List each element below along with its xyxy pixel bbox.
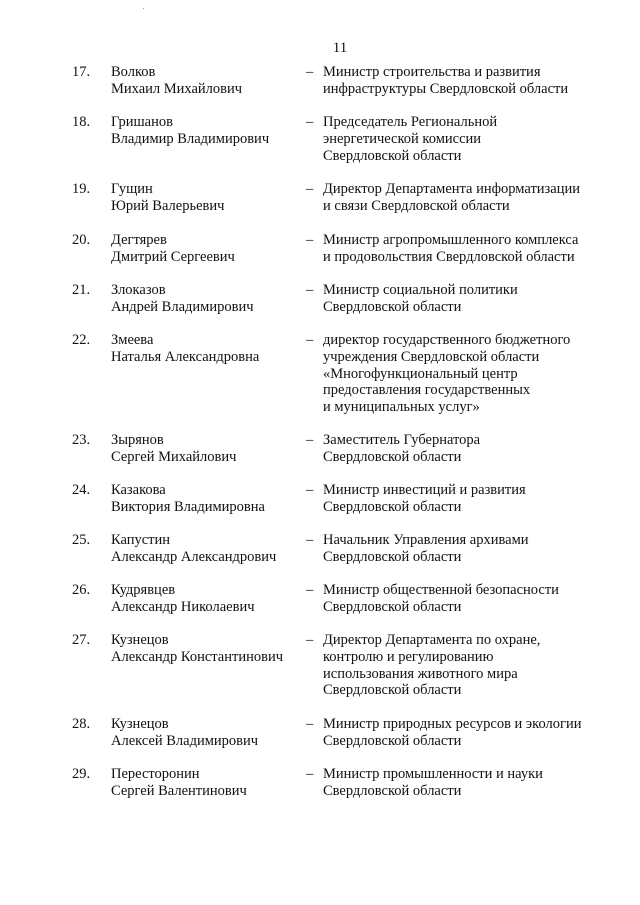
scan-speck <box>143 8 144 9</box>
position-line: и муниципальных услуг» <box>323 399 480 416</box>
position-title <box>323 114 623 164</box>
entry-number: 23. <box>72 432 91 448</box>
entry-number: 17. <box>72 64 91 80</box>
entry-number: 18. <box>72 114 91 130</box>
separator-dash: – <box>306 532 314 548</box>
entry-number: 20. <box>72 232 91 248</box>
position-title <box>323 432 623 466</box>
position-line: Директор Департамента информатизации <box>323 181 580 197</box>
position-line: Заместитель Губернатора <box>323 432 481 448</box>
surname: Дегтярев <box>111 232 167 248</box>
position-line: Свердловской области <box>323 448 462 465</box>
position-line: Министр промышленности и науки <box>323 766 543 782</box>
given-names: Дмитрий Сергеевич <box>111 248 235 265</box>
position-line: и связи Свердловской области <box>323 197 510 214</box>
person-name <box>111 282 254 316</box>
separator-dash: – <box>306 332 314 348</box>
entry-number: 26. <box>72 582 91 598</box>
surname: Гущин <box>111 181 153 197</box>
position-line: Свердловской области <box>323 732 462 749</box>
given-names: Сергей Михайлович <box>111 448 237 465</box>
position-line: Свердловской области <box>323 682 462 699</box>
entry-number: 19. <box>72 181 91 197</box>
person-name <box>111 64 242 98</box>
position-title <box>323 716 623 750</box>
position-line: Министр инвестиций и развития <box>323 482 526 498</box>
entry-number: 24. <box>72 482 91 498</box>
entry-number: 22. <box>72 332 91 348</box>
entry-number: 29. <box>72 766 91 782</box>
separator-dash: – <box>306 181 314 197</box>
surname: Казакова <box>111 482 166 498</box>
position-line: энергетической комиссии <box>323 130 482 147</box>
separator-dash: – <box>306 716 314 732</box>
position-title <box>323 64 623 98</box>
given-names: Алексей Владимирович <box>111 732 259 749</box>
position-line: учреждения Свердловской области <box>323 348 540 365</box>
list-entry <box>0 766 640 856</box>
position-line: директор государственного бюджетного <box>323 332 571 348</box>
entry-number: 27. <box>72 632 91 648</box>
entry-number: 21. <box>72 282 91 298</box>
position-title <box>323 766 623 800</box>
separator-dash: – <box>306 64 314 80</box>
person-name <box>111 766 247 800</box>
list-entry <box>0 332 640 422</box>
person-name <box>111 181 224 215</box>
position-line: Министр агропромышленного комплекса <box>323 232 579 248</box>
given-names: Михаил Михайлович <box>111 80 243 97</box>
given-names: Андрей Владимирович <box>111 298 254 315</box>
separator-dash: – <box>306 632 314 648</box>
person-name <box>111 532 276 566</box>
surname: Кузнецов <box>111 716 169 732</box>
position-line: Свердловской области <box>323 598 462 615</box>
position-line: Свердловской области <box>323 498 462 515</box>
position-line: Свердловской области <box>323 548 462 565</box>
position-line: Свердловской области <box>323 298 462 315</box>
separator-dash: – <box>306 482 314 498</box>
given-names: Виктория Владимировна <box>111 498 265 515</box>
person-name <box>111 482 265 516</box>
position-line: контролю и регулированию <box>323 648 494 665</box>
person-name <box>111 232 235 266</box>
separator-dash: – <box>306 232 314 248</box>
surname: Кузнецов <box>111 632 169 648</box>
position-line: Начальник Управления архивами <box>323 532 529 548</box>
position-title <box>323 482 623 516</box>
position-line: Министр природных ресурсов и экологии <box>323 716 582 732</box>
position-line: Министр социальной политики <box>323 282 518 298</box>
separator-dash: – <box>306 582 314 598</box>
separator-dash: – <box>306 114 314 130</box>
position-line: использования животного мира <box>323 665 518 682</box>
person-name <box>111 632 283 666</box>
given-names: Александр Николаевич <box>111 598 255 615</box>
position-title <box>323 232 623 266</box>
position-title <box>323 632 623 699</box>
position-line: предоставления государственных <box>323 382 531 399</box>
position-title <box>323 332 623 416</box>
person-name <box>111 332 259 366</box>
surname: Капустин <box>111 532 171 548</box>
surname: Зырянов <box>111 432 164 448</box>
surname: Кудрявцев <box>111 582 176 598</box>
surname: Гришанов <box>111 114 173 130</box>
person-name <box>111 432 236 466</box>
position-line: «Многофункциональный центр <box>323 365 518 382</box>
surname: Волков <box>111 64 156 80</box>
position-line: Директор Департамента по охране, <box>323 632 541 648</box>
person-name <box>111 582 255 616</box>
given-names: Александр Александрович <box>111 548 277 565</box>
position-line: Председатель Региональной <box>323 114 498 130</box>
position-line: Свердловской области <box>323 782 462 799</box>
given-names: Александр Константинович <box>111 648 283 665</box>
person-name <box>111 114 269 148</box>
position-line: и продовольствия Свердловской области <box>323 248 575 265</box>
position-title <box>323 181 623 215</box>
given-names: Владимир Владимирович <box>111 130 270 147</box>
given-names: Юрий Валерьевич <box>111 197 225 214</box>
position-title <box>323 582 623 616</box>
position-line: Свердловской области <box>323 147 462 164</box>
position-line: Министр строительства и развития <box>323 64 541 80</box>
separator-dash: – <box>306 282 314 298</box>
surname: Змеева <box>111 332 154 348</box>
person-name <box>111 716 258 750</box>
separator-dash: – <box>306 432 314 448</box>
given-names: Наталья Александровна <box>111 348 260 365</box>
entry-number: 25. <box>72 532 91 548</box>
page-number: 11 <box>332 40 348 56</box>
entry-number: 28. <box>72 716 91 732</box>
surname: Злоказов <box>111 282 166 298</box>
position-title <box>323 532 623 566</box>
list-entry <box>0 632 640 722</box>
position-title <box>323 282 623 316</box>
position-line: Министр общественной безопасности <box>323 582 559 598</box>
position-line: инфраструктуры Свердловской области <box>323 80 569 97</box>
separator-dash: – <box>306 766 314 782</box>
given-names: Сергей Валентинович <box>111 782 247 799</box>
surname: Пересторонин <box>111 766 200 782</box>
